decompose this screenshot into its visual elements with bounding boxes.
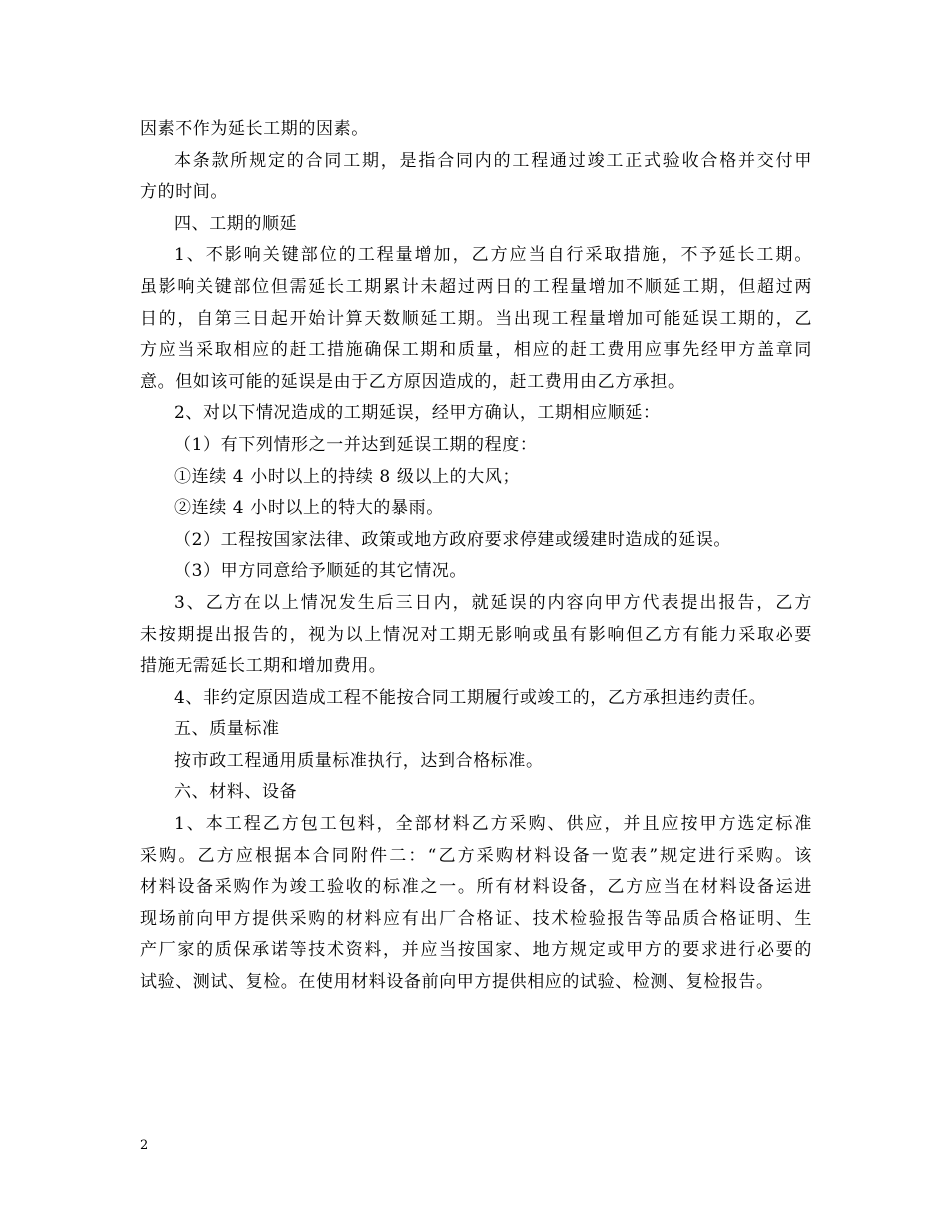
text-line: 按市政工程通用质量标准执行，达到合格标准。 [174,750,544,771]
text-line: 现场前向甲方提供采购的材料应有出厂合格证、技术检验报告等品质合格证明、生 [140,908,812,929]
text-line: 采购。乙方应根据本合同附件二：“乙方采购材料设备一览表”规定进行采购。该 [140,845,812,866]
text-line: 1、本工程乙方包工包料，全部材料乙方采购、供应，并且应按甲方选定标准 [174,814,812,835]
document-body [140,114,812,999]
page-number: 2 [140,1138,149,1153]
text-line: 措施无需延长工期和增加费用。 [140,656,387,677]
text-line: （2）工程按国家法律、政策或地方政府要求停建或缓建时造成的延误。 [174,529,732,550]
text-line: （3）甲方同意给予顺延的其它情况。 [174,561,468,582]
section-heading: 四、工期的顺延 [174,213,298,234]
text-line: 3、乙方在以上情况发生后三日内，就延误的内容向甲方代表提出报告，乙方 [174,592,812,613]
text-line: 虽影响关键部位但需延长工期累计未超过两日的工程量增加不顺延工期，但超过两 [140,276,812,297]
text-line: （1）有下列情形之一并达到延误工期的程度： [174,434,538,455]
text-line: 方的时间。 [140,182,228,203]
text-line: 未按期提出报告的，视为以上情况对工期无影响或虽有影响但乙方有能力采取必要 [140,624,812,645]
text-line: ②连续 4 小时以上的特大的暴雨。 [174,498,444,519]
section-heading: 五、质量标准 [174,719,280,740]
text-line: 1、不影响关键部位的工程量增加，乙方应当自行采取措施，不予延长工期。 [174,245,812,266]
section-heading: 六、材料、设备 [174,782,298,803]
text-line: 方应当采取相应的赶工措施确保工期和质量，相应的赶工费用应事先经甲方盖章同 [140,340,812,361]
text-line: 材料设备采购作为竣工验收的标准之一。所有材料设备，乙方应当在材料设备运进 [140,877,812,898]
text-line: 产厂家的质保承诺等技术资料，并应当按国家、地方规定或甲方的要求进行必要的 [140,940,812,961]
text-line: 意。但如该可能的延误是由于乙方原因造成的，赶工费用由乙方承担。 [140,371,686,392]
text-line: 本条款所规定的合同工期，是指合同内的工程通过竣工正式验收合格并交付甲 [174,150,812,171]
text-line: ①连续 4 小时以上的持续 8 级以上的大风； [174,466,521,487]
text-line: 日的，自第三日起开始计算天数顺延工期。当出现工程量增加可能延误工期的，乙 [140,308,812,329]
text-line: 因素不作为延长工期的因素。 [140,119,369,139]
text-line: 4、非约定原因造成工程不能按合同工期履行或竣工的，乙方承担违约责任。 [174,687,767,708]
text-line: 2、对以下情况造成的工期延误，经甲方确认，工期相应顺延： [174,403,661,424]
text-line: 试验、测试、复检。在使用材料设备前向甲方提供相应的试验、检测、复检报告。 [140,972,774,993]
